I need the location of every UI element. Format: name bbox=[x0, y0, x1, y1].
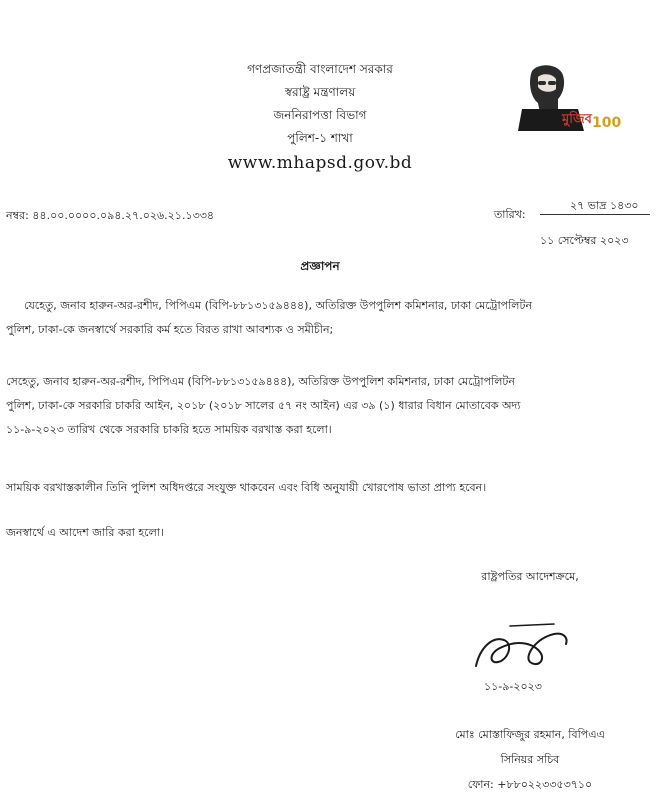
division-name: জননিরাপত্তা বিভাগ bbox=[273, 108, 367, 122]
branch-name: পুলিশ-১ শাখা bbox=[287, 131, 353, 145]
paragraph-public-interest bbox=[6, 521, 656, 545]
paragraph-line: পুলিশ, ঢাকা-কে সরকারি চাকরি আইন, ২০১৮ (২০১৮ সালের ৫৭ নং আইন) এর ৩৯ (১) ধারার বিধান মোতাবেক অদ্য bbox=[6, 399, 521, 412]
mujib-100-logo bbox=[518, 63, 622, 131]
paragraph-whereas bbox=[6, 294, 656, 342]
handwritten-signature bbox=[470, 618, 580, 678]
logo-text: মুজিব bbox=[562, 112, 592, 127]
signatory-phone: ফোন: +৮৮০২২৩৩৫৩৭১০ bbox=[467, 778, 593, 791]
date-bangla: ২৭ ভাদ্র ১৪৩০ bbox=[540, 198, 650, 215]
paragraph-line: জনস্বার্থে এ আদেশ জারি করা হলো। bbox=[6, 526, 164, 539]
government-name: গণপ্রজাতন্ত্রী বাংলাদেশ সরকার bbox=[247, 62, 393, 76]
paragraph-suspension bbox=[6, 476, 656, 500]
signatory-designation: সিনিয়র সচিব bbox=[500, 753, 560, 766]
signature-date: ১১-৯-২০২৩ bbox=[484, 680, 542, 693]
paragraph-therefore bbox=[6, 370, 656, 442]
signatory bbox=[420, 722, 640, 797]
paragraph-line: যেহেতু, জনাব হারুন-অর-রশীদ, পিপিএম (বিপি-৮৮১৩১৫৯৪৪৪), অতিরিক্ত উপপুলিশ কমিশনার, ঢাকা মেট্রোপলিটন bbox=[24, 299, 533, 312]
notice-title: প্রজ্ঞাপন bbox=[300, 259, 340, 273]
paragraph-line: ১১-৯-২০২৩ তারিখ থেকে সরকারি চাকরি হতে সাময়িক বরখাস্ত করা হলো। bbox=[6, 423, 332, 436]
ministry-name: স্বরাষ্ট্র মন্ত্রণালয় bbox=[284, 85, 356, 99]
date-gregorian: ১১ সেপ্টেম্বর ২০২৩ bbox=[540, 234, 629, 247]
paragraph-line: পুলিশ, ঢাকা-কে জনস্বার্থে সরকারি কর্ম হতে বিরত রাখা আবশ্যক ও সমীচীন; bbox=[6, 323, 334, 336]
website-url: www.mhapsd.gov.bd bbox=[227, 153, 413, 173]
order-of-president: রাষ্ট্রপতির আদেশক্রমে, bbox=[481, 570, 579, 583]
signatory-name: মোঃ মোস্তাফিজুর রহমান, বিপিএএ bbox=[455, 728, 605, 741]
paragraph-line: সেহেতু, জনাব হারুন-অর-রশীদ, পিপিএম (বিপি-৮৮১৩১৫৯৪৪৪), অতিরিক্ত উপপুলিশ কমিশনার, ঢাকা মেট্রোপলিটন bbox=[6, 375, 515, 388]
date-label: তারিখ: bbox=[494, 208, 526, 221]
memo-number: নম্বর: ৪৪.০০.০০০০.০৯৪.২৭.০২৬.২১.১৩৩৪ bbox=[6, 209, 215, 222]
date-box bbox=[540, 198, 650, 249]
logo-number: 100 bbox=[592, 115, 622, 131]
paragraph-line: সাময়িক বরখাস্তকালীন তিনি পুলিশ অধিদপ্তরে সংযুক্ত থাকবেন এবং বিধি অনুযায়ী খোরপোষ ভাতা প্রাপ্য হবেন। bbox=[6, 481, 487, 494]
